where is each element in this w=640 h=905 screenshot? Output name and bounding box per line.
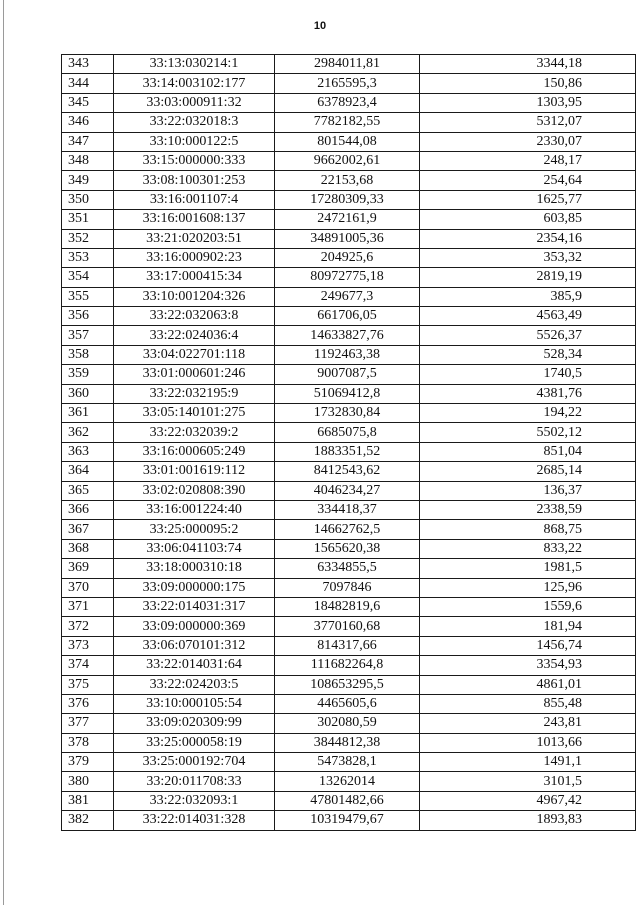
row-number-cell: 352: [62, 229, 114, 248]
amount-cell: 243,81: [420, 714, 636, 733]
amount-cell: 1981,5: [420, 559, 636, 578]
row-number-cell: 380: [62, 772, 114, 791]
table-row: [62, 365, 636, 384]
amount-cell: 5502,12: [420, 423, 636, 442]
value-cell: 14662762,5: [275, 520, 420, 539]
cadastral-number-cell: 33:10:000122:5: [114, 132, 275, 151]
cadastral-number-cell: 33:09:000000:175: [114, 578, 275, 597]
row-number-cell: 347: [62, 132, 114, 151]
value-cell: 22153,68: [275, 171, 420, 190]
row-number-cell: 349: [62, 171, 114, 190]
table-row: [62, 210, 636, 229]
row-number-cell: 367: [62, 520, 114, 539]
cadastral-number-cell: 33:15:000000:333: [114, 151, 275, 170]
amount-cell: 1893,83: [420, 811, 636, 830]
row-number-cell: 354: [62, 268, 114, 287]
value-cell: 108653295,5: [275, 675, 420, 694]
table-row: [62, 384, 636, 403]
value-cell: 13262014: [275, 772, 420, 791]
row-number-cell: 344: [62, 74, 114, 93]
cadastral-number-cell: 33:22:024203:5: [114, 675, 275, 694]
value-cell: 14633827,76: [275, 326, 420, 345]
value-cell: 6334855,5: [275, 559, 420, 578]
row-number-cell: 343: [62, 55, 114, 74]
value-cell: 302080,59: [275, 714, 420, 733]
table-row: [62, 268, 636, 287]
table-row: [62, 287, 636, 306]
value-cell: 2472161,9: [275, 210, 420, 229]
table-row: [62, 500, 636, 519]
cadastral-table: [61, 54, 636, 831]
cadastral-number-cell: 33:20:011708:33: [114, 772, 275, 791]
table-row: [62, 462, 636, 481]
amount-cell: 4381,76: [420, 384, 636, 403]
amount-cell: 1456,74: [420, 636, 636, 655]
amount-cell: 385,9: [420, 287, 636, 306]
value-cell: 80972775,18: [275, 268, 420, 287]
page-number: 10: [313, 20, 327, 32]
cadastral-number-cell: 33:22:014031:317: [114, 597, 275, 616]
value-cell: 1565620,38: [275, 539, 420, 558]
value-cell: 9007087,5: [275, 365, 420, 384]
cadastral-number-cell: 33:25:000192:704: [114, 753, 275, 772]
cadastral-number-cell: 33:14:003102:177: [114, 74, 275, 93]
value-cell: 204925,6: [275, 248, 420, 267]
table-row: [62, 229, 636, 248]
table-row: [62, 636, 636, 655]
value-cell: 111682264,8: [275, 656, 420, 675]
cadastral-number-cell: 33:13:030214:1: [114, 55, 275, 74]
amount-cell: 2330,07: [420, 132, 636, 151]
cadastral-number-cell: 33:01:001619:112: [114, 462, 275, 481]
row-number-cell: 345: [62, 93, 114, 112]
row-number-cell: 372: [62, 617, 114, 636]
table-row: [62, 481, 636, 500]
row-number-cell: 369: [62, 559, 114, 578]
table-body: [62, 55, 636, 831]
row-number-cell: 360: [62, 384, 114, 403]
row-number-cell: 359: [62, 365, 114, 384]
table-row: [62, 791, 636, 810]
row-number-cell: 365: [62, 481, 114, 500]
table-row: [62, 617, 636, 636]
amount-cell: 4967,42: [420, 791, 636, 810]
amount-cell: 5526,37: [420, 326, 636, 345]
value-cell: 17280309,33: [275, 190, 420, 209]
table-row: [62, 559, 636, 578]
table-row: [62, 811, 636, 830]
amount-cell: 528,34: [420, 345, 636, 364]
cadastral-number-cell: 33:09:020309:99: [114, 714, 275, 733]
value-cell: 801544,08: [275, 132, 420, 151]
amount-cell: 136,37: [420, 481, 636, 500]
value-cell: 10319479,67: [275, 811, 420, 830]
cadastral-number-cell: 33:08:100301:253: [114, 171, 275, 190]
table-row: [62, 74, 636, 93]
cadastral-number-cell: 33:22:024036:4: [114, 326, 275, 345]
row-number-cell: 351: [62, 210, 114, 229]
table-row: [62, 772, 636, 791]
table-row: [62, 423, 636, 442]
amount-cell: 1303,95: [420, 93, 636, 112]
row-number-cell: 381: [62, 791, 114, 810]
amount-cell: 1491,1: [420, 753, 636, 772]
cadastral-number-cell: 33:22:032018:3: [114, 113, 275, 132]
cadastral-number-cell: 33:17:000415:34: [114, 268, 275, 287]
value-cell: 18482819,6: [275, 597, 420, 616]
table-row: [62, 151, 636, 170]
row-number-cell: 377: [62, 714, 114, 733]
value-cell: 2165595,3: [275, 74, 420, 93]
amount-cell: 1740,5: [420, 365, 636, 384]
table-row: [62, 733, 636, 752]
amount-cell: 1013,66: [420, 733, 636, 752]
value-cell: 1732830,84: [275, 404, 420, 423]
value-cell: 814317,66: [275, 636, 420, 655]
amount-cell: 125,96: [420, 578, 636, 597]
value-cell: 7782182,55: [275, 113, 420, 132]
amount-cell: 2354,16: [420, 229, 636, 248]
table-row: [62, 597, 636, 616]
cadastral-number-cell: 33:16:000902:23: [114, 248, 275, 267]
cadastral-number-cell: 33:16:000605:249: [114, 442, 275, 461]
table-row: [62, 714, 636, 733]
table-row: [62, 113, 636, 132]
value-cell: 334418,37: [275, 500, 420, 519]
table-row: [62, 345, 636, 364]
row-number-cell: 374: [62, 656, 114, 675]
amount-cell: 194,22: [420, 404, 636, 423]
cadastral-number-cell: 33:10:001204:326: [114, 287, 275, 306]
row-number-cell: 376: [62, 694, 114, 713]
amount-cell: 3344,18: [420, 55, 636, 74]
value-cell: 1192463,38: [275, 345, 420, 364]
amount-cell: 4861,01: [420, 675, 636, 694]
value-cell: 9662002,61: [275, 151, 420, 170]
value-cell: 2984011,81: [275, 55, 420, 74]
amount-cell: 254,64: [420, 171, 636, 190]
cadastral-number-cell: 33:01:000601:246: [114, 365, 275, 384]
amount-cell: 868,75: [420, 520, 636, 539]
row-number-cell: 363: [62, 442, 114, 461]
cadastral-number-cell: 33:22:032039:2: [114, 423, 275, 442]
row-number-cell: 370: [62, 578, 114, 597]
cadastral-number-cell: 33:02:020808:390: [114, 481, 275, 500]
table-row: [62, 190, 636, 209]
value-cell: 7097846: [275, 578, 420, 597]
value-cell: 661706,05: [275, 307, 420, 326]
table-row: [62, 55, 636, 74]
table-row: [62, 753, 636, 772]
row-number-cell: 353: [62, 248, 114, 267]
cadastral-number-cell: 33:09:000000:369: [114, 617, 275, 636]
row-number-cell: 350: [62, 190, 114, 209]
row-number-cell: 358: [62, 345, 114, 364]
table-row: [62, 539, 636, 558]
row-number-cell: 379: [62, 753, 114, 772]
amount-cell: 1559,6: [420, 597, 636, 616]
table-row: [62, 248, 636, 267]
table-row: [62, 520, 636, 539]
row-number-cell: 371: [62, 597, 114, 616]
amount-cell: 353,32: [420, 248, 636, 267]
row-number-cell: 366: [62, 500, 114, 519]
value-cell: 47801482,66: [275, 791, 420, 810]
cadastral-number-cell: 33:05:140101:275: [114, 404, 275, 423]
cadastral-number-cell: 33:06:041103:74: [114, 539, 275, 558]
row-number-cell: 348: [62, 151, 114, 170]
value-cell: 1883351,52: [275, 442, 420, 461]
amount-cell: 5312,07: [420, 113, 636, 132]
amount-cell: 150,86: [420, 74, 636, 93]
amount-cell: 1625,77: [420, 190, 636, 209]
row-number-cell: 357: [62, 326, 114, 345]
cadastral-number-cell: 33:03:000911:32: [114, 93, 275, 112]
row-number-cell: 368: [62, 539, 114, 558]
table-row: [62, 93, 636, 112]
cadastral-number-cell: 33:25:000058:19: [114, 733, 275, 752]
cadastral-number-cell: 33:18:000310:18: [114, 559, 275, 578]
amount-cell: 3354,93: [420, 656, 636, 675]
cadastral-number-cell: 33:25:000095:2: [114, 520, 275, 539]
row-number-cell: 355: [62, 287, 114, 306]
row-number-cell: 346: [62, 113, 114, 132]
value-cell: 3770160,68: [275, 617, 420, 636]
amount-cell: 603,85: [420, 210, 636, 229]
amount-cell: 833,22: [420, 539, 636, 558]
value-cell: 34891005,36: [275, 229, 420, 248]
amount-cell: 3101,5: [420, 772, 636, 791]
amount-cell: 4563,49: [420, 307, 636, 326]
value-cell: 4046234,27: [275, 481, 420, 500]
table-row: [62, 442, 636, 461]
cadastral-number-cell: 33:16:001608:137: [114, 210, 275, 229]
amount-cell: 851,04: [420, 442, 636, 461]
row-number-cell: 373: [62, 636, 114, 655]
value-cell: 6685075,8: [275, 423, 420, 442]
row-number-cell: 361: [62, 404, 114, 423]
table-row: [62, 132, 636, 151]
amount-cell: 181,94: [420, 617, 636, 636]
cadastral-number-cell: 33:16:001107:4: [114, 190, 275, 209]
amount-cell: 2338,59: [420, 500, 636, 519]
row-number-cell: 375: [62, 675, 114, 694]
cadastral-number-cell: 33:06:070101:312: [114, 636, 275, 655]
table-row: [62, 404, 636, 423]
table-row: [62, 694, 636, 713]
page-edge-rule: [3, 0, 4, 905]
row-number-cell: 382: [62, 811, 114, 830]
cadastral-number-cell: 33:16:001224:40: [114, 500, 275, 519]
row-number-cell: 364: [62, 462, 114, 481]
value-cell: 4465605,6: [275, 694, 420, 713]
amount-cell: 2685,14: [420, 462, 636, 481]
value-cell: 6378923,4: [275, 93, 420, 112]
table-row: [62, 171, 636, 190]
table-row: [62, 578, 636, 597]
table-row: [62, 656, 636, 675]
table-row: [62, 326, 636, 345]
amount-cell: 248,17: [420, 151, 636, 170]
value-cell: 5473828,1: [275, 753, 420, 772]
table-row: [62, 307, 636, 326]
row-number-cell: 362: [62, 423, 114, 442]
amount-cell: 2819,19: [420, 268, 636, 287]
row-number-cell: 378: [62, 733, 114, 752]
cadastral-number-cell: 33:10:000105:54: [114, 694, 275, 713]
cadastral-number-cell: 33:22:014031:64: [114, 656, 275, 675]
cadastral-number-cell: 33:21:020203:51: [114, 229, 275, 248]
cadastral-number-cell: 33:22:014031:328: [114, 811, 275, 830]
cadastral-number-cell: 33:22:032093:1: [114, 791, 275, 810]
value-cell: 249677,3: [275, 287, 420, 306]
value-cell: 8412543,62: [275, 462, 420, 481]
cadastral-number-cell: 33:22:032195:9: [114, 384, 275, 403]
value-cell: 3844812,38: [275, 733, 420, 752]
row-number-cell: 356: [62, 307, 114, 326]
cadastral-number-cell: 33:22:032063:8: [114, 307, 275, 326]
amount-cell: 855,48: [420, 694, 636, 713]
table-row: [62, 675, 636, 694]
value-cell: 51069412,8: [275, 384, 420, 403]
cadastral-number-cell: 33:04:022701:118: [114, 345, 275, 364]
